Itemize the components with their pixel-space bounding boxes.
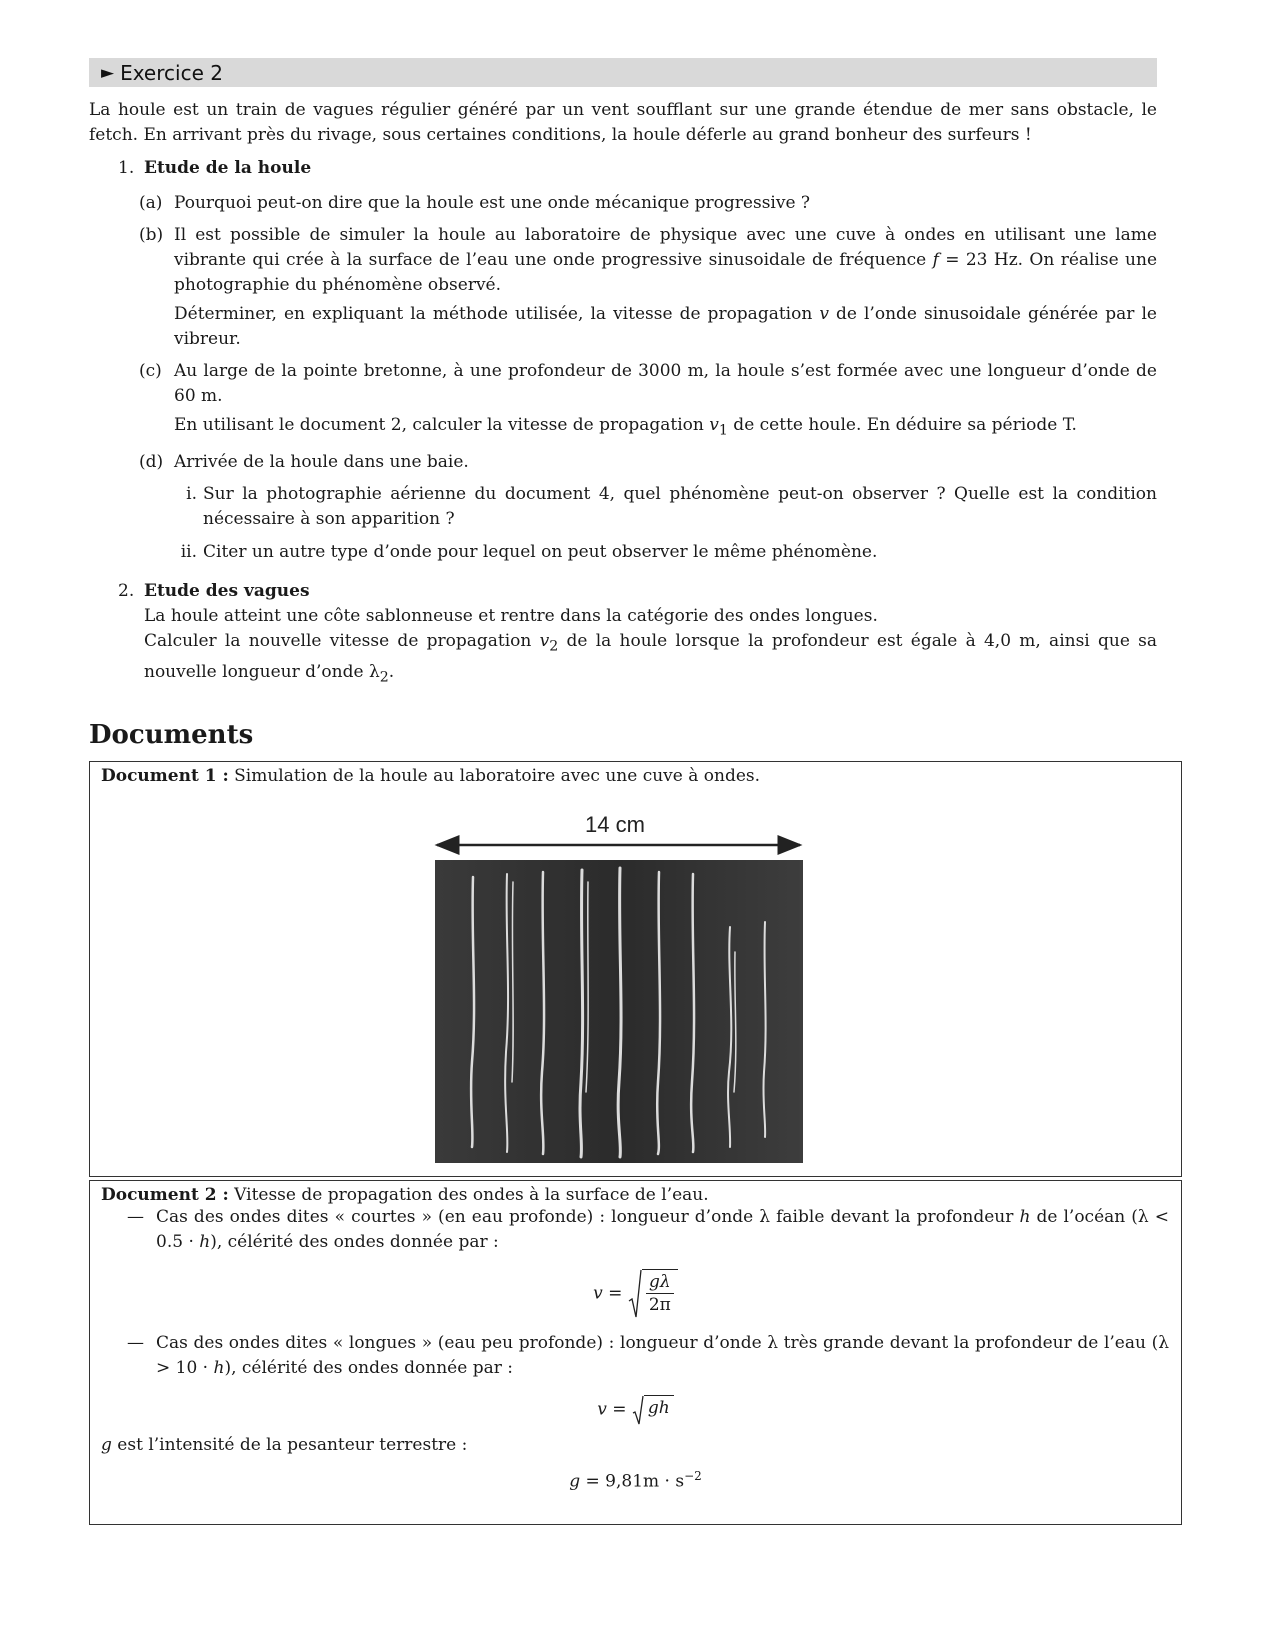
part2-text1: La houle atteint une côte sablonneuse et rentre dans la catégorie des ondes longues.	[144, 606, 878, 627]
doc2-label: Document 2 :	[101, 1185, 229, 1206]
doc1-caption: Simulation de la houle au laboratoire avec une cuve à ondes.	[228, 766, 761, 787]
triangle-icon: ►	[101, 62, 115, 83]
short-waves-item: — Cas des ondes dites « courtes » (en eau profonde) : longueur d’onde λ faible devant la profondeur h de l’océan (λ < 0.5 · h), célérité des ondes donnée par :	[127, 1207, 1170, 1253]
doc2-caption: Vitesse de propagation des ondes à la surface de l’eau.	[228, 1185, 709, 1206]
part1-heading: 1. Etude de la houle	[118, 158, 312, 178]
question-b: (b) Il est possible de simuler la houle au laboratoire de physique avec une cuve à ondes en utilisant une lame vibrante qui crée à la surface de l’eau une onde progressive sinusoidale de fréquence f = 23 Hz. On réalise une photographie du phénomène observé. Déterminer, en expliquant la méthode utilisée, la vitesse de propagation v de l’onde sinusoidale générée par le vibreur.	[139, 225, 1158, 349]
intro-paragraph: La houle est un train de vagues régulier généré par un vent soufflant sur une grande étendue de mer sans obstacle, le fetch. En arrivant près du rivage, sous certaines conditions, la houle déferle au grand bonheur des surfeurs !	[89, 100, 1157, 145]
document-1	[89, 761, 1182, 1177]
part1-title: Etude de la houle	[144, 158, 312, 178]
question-c: (c) Au large de la pointe bretonne, à une profondeur de 3000 m, la houle s’est formée avec une longueur d’onde de 60 m. En utilisant le document 2, calculer la vitesse de propagation $v_1$ de cette houle. En déduire sa période T.	[139, 361, 1157, 439]
exercise-header	[89, 58, 1157, 87]
question-d-ii: ii. Citer un autre type d’onde pour lequel on peut observer le même phénomène.	[180, 542, 878, 563]
question-a: (a) Pourquoi peut-on dire que la houle est une onde mécanique progressive ?	[139, 193, 811, 213]
wave-tank-photo	[425, 802, 820, 1167]
short-waves-formula: v = $\frac{g\lambda}{2\pi}$	[101, 1269, 1170, 1319]
gravity-text: g est l’intensité de la pesanteur terrestre :	[101, 1435, 468, 1456]
long-waves-item: — Cas des ondes dites « longues » (eau peu profonde) : longueur d’onde λ très grande devant la profondeur de l’eau (λ > 10 · h), célérité des ondes donnée par :	[127, 1333, 1169, 1379]
part2-text2: Calculer la nouvelle vitesse de propagation $v_2$ de la houle lorsque la profondeur est égale à 4,0 m, ainsi que sa nouvelle longueur d’onde $\lambda_2$.	[144, 631, 1158, 686]
question-d-i: i. Sur la photographie aérienne du document 4, quel phénomène peut-on observer ? Quelle est la condition nécessaire à son apparition ?	[186, 484, 1157, 530]
scale-label: 14 cm	[585, 812, 645, 838]
part2-heading: 2. Etude des vagues La houle atteint une côte sablonneuse et rentre dans la catégorie des ondes longues. Calculer la nouvelle vitesse de propagation $v_2$ de la houle lorsque la profondeur est égale à 4,0 m, ainsi que sa nouvelle longueur d’onde $\lambda_2$.	[89, 579, 1157, 690]
long-waves-formula: v = gh	[101, 1395, 1170, 1425]
doc1-label: Document 1 :	[101, 766, 229, 787]
part2-title: Etude des vagues	[144, 581, 310, 602]
documents-title: Documents	[89, 720, 254, 751]
document-2	[89, 1180, 1182, 1525]
gravity-formula: $g = 9,81m \cdot s^{-2}$	[569, 1469, 702, 1492]
question-d: (d) Arrivée de la houle dans une baie.	[139, 452, 469, 473]
exercise-page	[89, 58, 1181, 1525]
exercise-title: Exercice 2	[120, 60, 223, 85]
